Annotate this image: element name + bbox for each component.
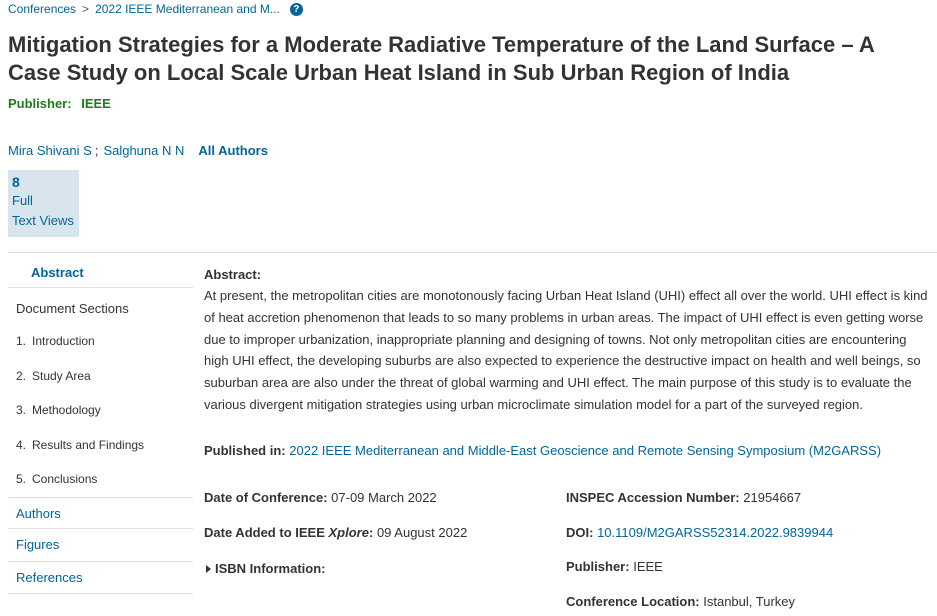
meta-publisher-value: IEEE bbox=[633, 559, 663, 574]
publisher-line bbox=[8, 96, 111, 111]
full-text-views-badge[interactable] bbox=[8, 170, 79, 237]
triangle-right-icon bbox=[206, 565, 211, 573]
abstract-section bbox=[204, 266, 932, 416]
sidebar-section-introduction[interactable] bbox=[8, 324, 193, 359]
views-count: 8 bbox=[12, 174, 20, 190]
inspec-value: 21954667 bbox=[743, 490, 802, 505]
publisher-label: Publisher: bbox=[8, 96, 72, 111]
inspec-accession bbox=[566, 490, 801, 505]
abstract-heading: Abstract: bbox=[204, 267, 262, 282]
section-number: 1. bbox=[16, 334, 27, 348]
document-sidebar bbox=[8, 262, 193, 594]
isbn-label: ISBN Information: bbox=[215, 561, 326, 576]
section-divider bbox=[8, 252, 937, 253]
inspec-label: INSPEC Accession Number: bbox=[566, 490, 740, 505]
section-number: 5. bbox=[16, 472, 27, 486]
section-label: Study Area bbox=[32, 368, 91, 383]
author-link[interactable]: Mira Shivani S bbox=[8, 143, 92, 158]
breadcrumb bbox=[8, 2, 303, 16]
sidebar-item-abstract[interactable]: Abstract bbox=[8, 262, 193, 288]
conference-location bbox=[566, 594, 795, 609]
date-added-value: 09 August 2022 bbox=[376, 525, 468, 540]
published-in-label: Published in: bbox=[204, 443, 286, 458]
sidebar-section-results[interactable] bbox=[8, 428, 193, 463]
sidebar-item-figures[interactable]: Figures bbox=[8, 529, 193, 562]
views-label-line2: Text Views bbox=[12, 213, 74, 228]
author-link[interactable]: Salghuna N N bbox=[103, 143, 185, 158]
authors-line bbox=[8, 143, 268, 158]
date-added-label: Date Added to IEEE Xplore: bbox=[204, 525, 374, 540]
doi-label: DOI: bbox=[566, 525, 594, 540]
sidebar-section-study-area[interactable] bbox=[8, 359, 193, 394]
sidebar-section-methodology[interactable] bbox=[8, 393, 193, 428]
section-number: 3. bbox=[16, 403, 27, 417]
sidebar-item-references[interactable]: References bbox=[8, 562, 193, 595]
date-of-conference-value: 07-09 March 2022 bbox=[331, 490, 437, 505]
conference-location-label: Conference Location: bbox=[566, 594, 700, 609]
section-label: Results and Findings bbox=[32, 437, 145, 452]
date-of-conference bbox=[204, 490, 437, 505]
meta-publisher bbox=[566, 559, 663, 574]
author-separator: ; bbox=[94, 143, 99, 158]
all-authors-button[interactable]: All Authors bbox=[198, 143, 268, 158]
date-of-conference-label: Date of Conference: bbox=[204, 490, 328, 505]
views-label-line1: Full bbox=[12, 193, 33, 208]
conference-location-value: Istanbul, Turkey bbox=[703, 594, 796, 609]
breadcrumb-conference-name[interactable]: 2022 IEEE Mediterranean and M... bbox=[95, 2, 280, 16]
section-label: Introduction bbox=[32, 334, 95, 348]
meta-publisher-label: Publisher: bbox=[566, 559, 630, 574]
breadcrumb-separator: > bbox=[82, 2, 90, 16]
publisher-value: IEEE bbox=[81, 96, 111, 111]
doi-link[interactable]: 10.1109/M2GARSS52314.2022.9839944 bbox=[597, 525, 834, 540]
question-circle-icon[interactable]: ? bbox=[290, 3, 303, 16]
section-number: 4. bbox=[16, 437, 27, 452]
published-in bbox=[204, 443, 881, 458]
section-label: Methodology bbox=[32, 403, 101, 417]
sidebar-item-authors[interactable]: Authors bbox=[8, 497, 193, 530]
breadcrumb-conferences[interactable]: Conferences bbox=[8, 2, 77, 16]
section-label: Conclusions bbox=[32, 472, 98, 486]
sidebar-section-conclusions[interactable] bbox=[8, 462, 193, 497]
sidebar-sections-heading: Document Sections bbox=[16, 301, 129, 316]
page-title: Mitigation Strategies for a Moderate Radiative Temperature of the Land Surface – A Case Study on Local Scale Urban Heat Island in Sub Urban Region of India bbox=[8, 32, 874, 85]
section-number: 2. bbox=[16, 368, 27, 383]
isbn-toggle[interactable] bbox=[204, 561, 326, 576]
abstract-text: At present, the metropolitan cities are monotonously facing Urban Heat Island (UHI) effect all over the world. UHI effect is kind of heat accretion phenomenon that leads to so many problems in urban areas. The impact of UHI effect is even getting worse due to improper urbanization, inappropriate planning and designing of towns. Not only metropolitan cities are encountering high UHI effect, the developing suburbs are also expected to experience the destructive impact on health and well beings, so suburban area are also under the threat of global warming and UHI effect. The main purpose of this study is to evaluate the various divergent mitigation strategies using urban microclimate simulation model for a part of the surveyed region. bbox=[204, 288, 928, 412]
doi bbox=[566, 525, 833, 540]
published-in-link[interactable]: 2022 IEEE Mediterranean and Middle-East Geoscience and Remote Sensing Symposium (M2GARSS) bbox=[289, 443, 882, 458]
date-added bbox=[204, 525, 467, 540]
